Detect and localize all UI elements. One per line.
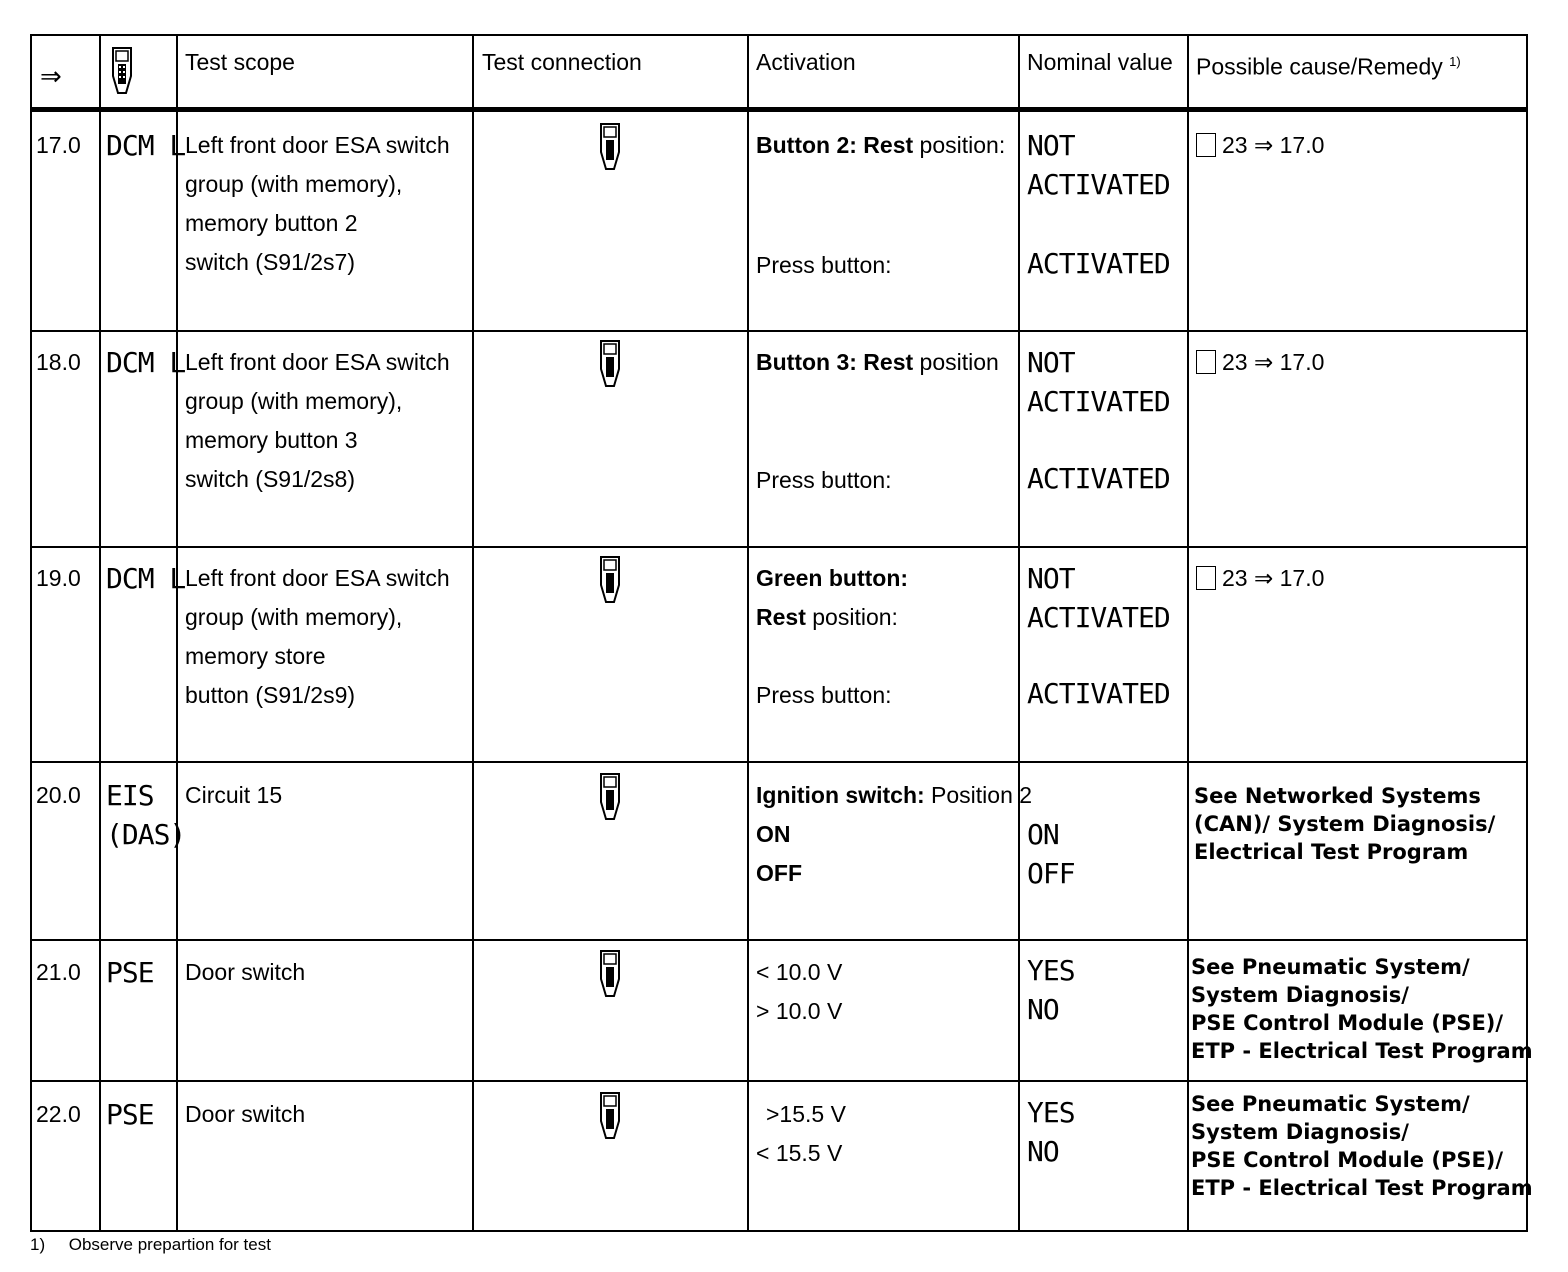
nominal-value: NOT ACTIVATED (1027, 129, 1170, 201)
row-divider (32, 330, 1526, 332)
column-divider (176, 36, 178, 1230)
control-unit: DCM L (106, 562, 186, 595)
test-table (30, 34, 1533, 1232)
nominal-value-header: Nominal value (1027, 49, 1173, 75)
hand-held-tester-icon (598, 1091, 622, 1141)
column-divider (1018, 36, 1020, 1230)
nominal-value: YES NO (1027, 1096, 1075, 1168)
checkbox-icon (1196, 133, 1216, 157)
control-unit: EIS (DAS) (106, 779, 186, 851)
row-divider (32, 761, 1526, 763)
activation-step: OFF (756, 860, 802, 886)
possible-cause-header: Possible cause/Remedy $^{1)}$ (1196, 53, 1461, 80)
activation-step: < 10.0 V > 10.0 V (756, 959, 843, 1024)
header-divider (32, 107, 1526, 112)
nominal-value: NOT ACTIVATED (1027, 346, 1170, 418)
step-number: 20.0 (36, 782, 81, 808)
control-unit: PSE (106, 1098, 154, 1131)
remedy-reference: See Networked Systems (CAN)/ System Diagnosis/ Electrical Test Program (1194, 784, 1496, 864)
hand-held-tester-icon (110, 46, 134, 96)
activation-step: Green button: (756, 565, 909, 591)
activation-step: ON (756, 821, 791, 847)
nominal-value: NOT ACTIVATED (1027, 562, 1170, 634)
activation-step: Press button: (756, 467, 892, 493)
test-scope-text: Left front door ESA switch group (with memory), memory store button (S91/2s9) (185, 565, 450, 708)
test-scope-text: Left front door ESA switch group (with memory), memory button 3 switch (S91/2s8) (185, 349, 450, 492)
test-scope-text: Circuit 15 (185, 782, 283, 808)
nominal-value: ACTIVATED (1027, 247, 1170, 280)
step-number: 21.0 (36, 959, 81, 985)
remedy-reference: See Pneumatic System/ System Diagnosis/ PSE Control Module (PSE)/ ETP - Electrical Test Program (1191, 955, 1533, 1063)
control-unit: DCM L (106, 129, 186, 162)
arrow-header: ⇒ (40, 61, 62, 91)
test-scope-header: Test scope (185, 49, 295, 75)
remedy-reference: See Pneumatic System/ System Diagnosis/ PSE Control Module (PSE)/ ETP - Electrical Test Program (1191, 1092, 1533, 1200)
test-scope-text: Door switch (185, 1101, 306, 1127)
nominal-value: ON OFF (1027, 818, 1075, 890)
step-number: 17.0 (36, 132, 81, 158)
checkbox-icon (1196, 566, 1216, 590)
activation-step: Button 2: Rest position: (756, 132, 1006, 158)
control-unit: PSE (106, 956, 154, 989)
column-divider (1187, 36, 1189, 1230)
nominal-value: ACTIVATED (1027, 462, 1170, 495)
test-connection-header: Test connection (482, 49, 642, 75)
nominal-value: ACTIVATED (1027, 677, 1170, 710)
step-number: 18.0 (36, 349, 81, 375)
activation-step: Ignition switch: Position 2 (756, 782, 1033, 808)
hand-held-tester-icon (598, 772, 622, 822)
remedy-reference: 23 ⇒ 17.0 (1196, 126, 1324, 165)
hand-held-tester-icon (598, 555, 622, 605)
activation-step: Press button: (756, 682, 892, 708)
column-divider (99, 36, 101, 1230)
test-scope-text: Door switch (185, 959, 306, 985)
checkbox-icon (1196, 350, 1216, 374)
hand-held-tester-icon (598, 122, 622, 172)
remedy-reference: 23 ⇒ 17.0 (1196, 343, 1324, 382)
activation-step: >15.5 V < 15.5 V (756, 1101, 846, 1166)
footnote: 1) Observe prepartion for test (30, 1235, 271, 1254)
step-number: 22.0 (36, 1101, 81, 1127)
activation-step: Button 3: Rest position (756, 349, 999, 375)
hand-held-tester-icon (598, 949, 622, 999)
test-scope-text: Left front door ESA switch group (with memory), memory button 2 switch (S91/2s7) (185, 132, 450, 275)
row-divider (32, 1080, 1526, 1082)
row-divider (32, 546, 1526, 548)
hand-held-tester-icon (598, 339, 622, 389)
activation-header: Activation (756, 49, 856, 75)
column-divider (747, 36, 749, 1230)
step-number: 19.0 (36, 565, 81, 591)
row-divider (32, 939, 1526, 941)
activation-step: Rest position: (756, 604, 898, 630)
column-divider (472, 36, 474, 1230)
control-unit: DCM L (106, 346, 186, 379)
remedy-reference: 23 ⇒ 17.0 (1196, 559, 1324, 598)
activation-step: Press button: (756, 252, 892, 278)
nominal-value: YES NO (1027, 954, 1075, 1026)
